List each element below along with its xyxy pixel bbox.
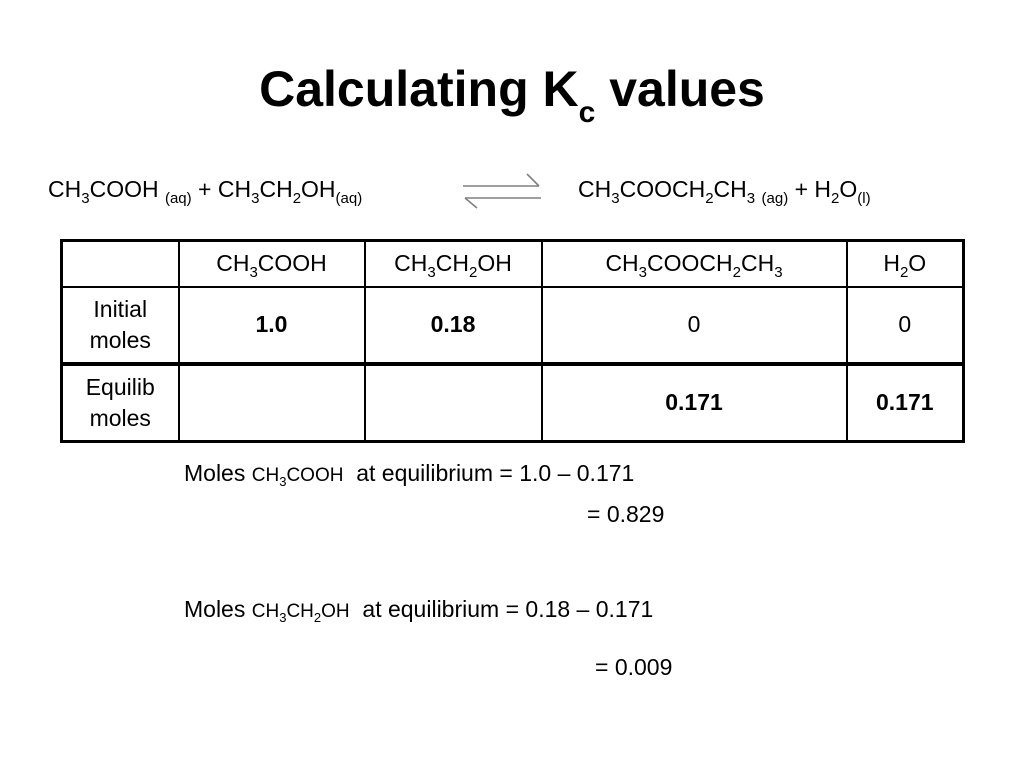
calc2-line	[184, 596, 654, 625]
calc2-result: = 0.009	[595, 654, 673, 680]
reactant1-state: (aq)	[164, 190, 192, 207]
product2-state: (l)	[857, 190, 871, 207]
calc1-result: = 0.829	[587, 501, 665, 527]
calc1-prefix: Moles	[184, 460, 246, 486]
moles-table	[60, 239, 965, 443]
title-subscript: c	[578, 96, 596, 129]
title-rest: values	[609, 61, 765, 117]
table-header-cell: $CH_3CH_2OH$	[365, 241, 542, 288]
reactant2-formula: $CH_3CH_2OH$	[217, 176, 336, 207]
row-label: Equilib moles	[62, 364, 179, 442]
calc1-text: at equilibrium = 1.0 – 0.171	[356, 460, 635, 486]
calc2-formula: $CH_3CH_2OH$	[251, 601, 350, 625]
product2-formula: $H_2O$	[814, 176, 858, 207]
table-header-cell: $CH_3COOCH_2CH_3$	[542, 241, 847, 288]
table-cell	[365, 364, 542, 442]
calc1-formula: $CH_3COOH$	[251, 465, 344, 489]
reactant1-formula: $CH_3COOH$	[48, 176, 159, 207]
plus-sign-2: +	[794, 176, 809, 202]
row-label: Initial moles	[62, 287, 179, 364]
table-cell: 0	[847, 287, 964, 364]
product1-formula: $CH_3COOCH_2CH_3$	[578, 176, 756, 207]
product1-state: (ag)	[761, 190, 789, 207]
calc2-prefix: Moles	[184, 596, 246, 622]
equation-reactants	[48, 176, 363, 207]
table-row	[62, 287, 964, 364]
title-main: Calculating K	[259, 61, 579, 117]
equation-products	[578, 176, 871, 207]
table-row	[62, 364, 964, 442]
table-cell: 0.18	[365, 287, 542, 364]
table-cell: 1.0	[179, 287, 365, 364]
table-cell	[179, 364, 365, 442]
equilibrium-arrows-icon	[461, 172, 543, 215]
table-header-empty	[62, 241, 179, 288]
table-cell: 0.171	[542, 364, 847, 442]
table-cell: 0	[542, 287, 847, 364]
table-header-cell: $CH_3COOH$	[179, 241, 365, 288]
table-cell: 0.171	[847, 364, 964, 442]
table-header-cell: $H_2O$	[847, 241, 964, 288]
reactant2-state: (aq)	[335, 190, 363, 207]
plus-sign-1: +	[198, 176, 212, 202]
calc1-line	[184, 460, 635, 489]
calc2-text: at equilibrium = 0.18 – 0.171	[362, 596, 654, 622]
page-title	[0, 61, 1024, 129]
table-header-row	[62, 241, 964, 288]
